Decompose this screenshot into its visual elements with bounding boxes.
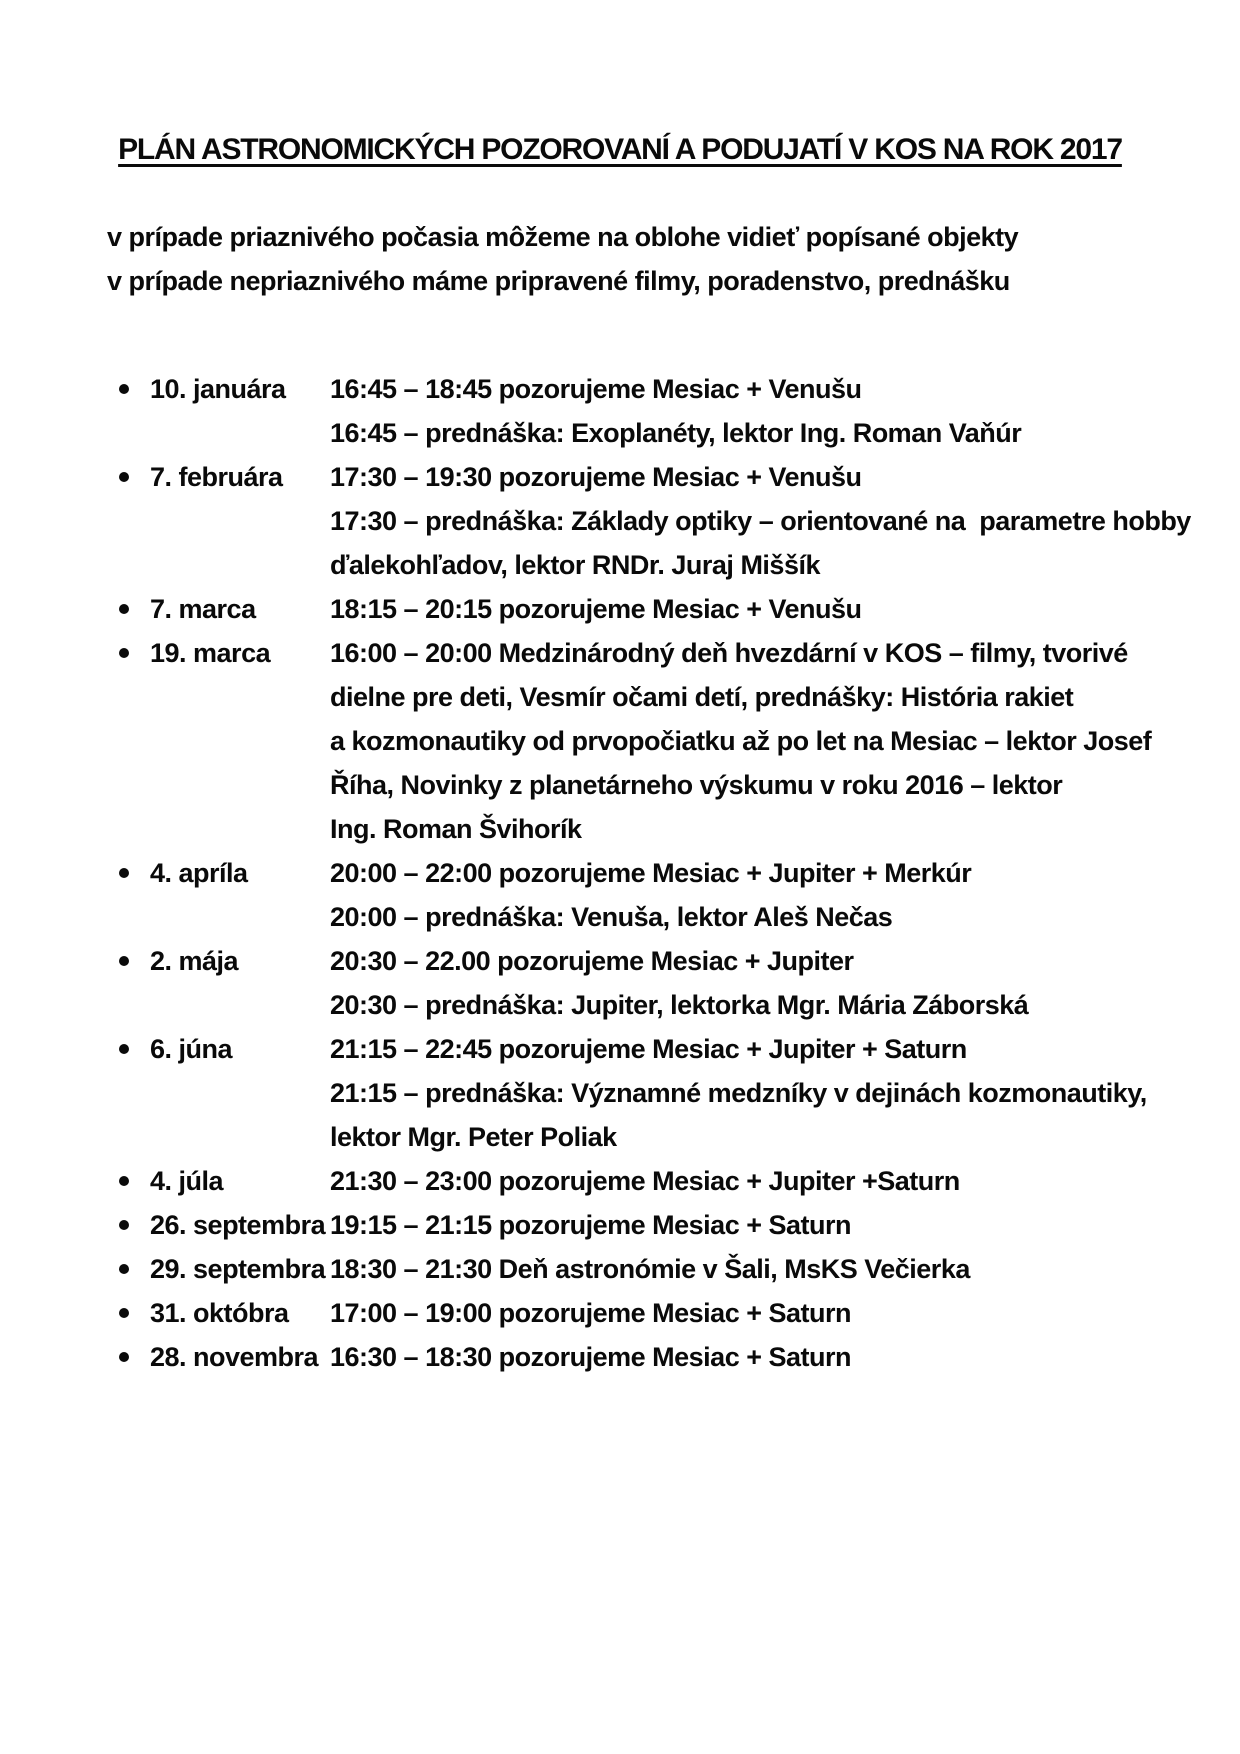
event-line: 20:00 – prednáška: Venuša, lektor Aleš Nečas [330,902,893,932]
bullet-marker [112,587,150,614]
bullet-marker [112,939,150,966]
event-date: 4. júla [150,1166,224,1196]
intro-line: v prípade nepriaznivého máme pripravené filmy, poradenstvo, prednášku [107,266,1010,296]
intro-paragraph [107,215,1180,303]
event-date: 4. apríla [150,858,248,888]
event-line: 20:30 – 22.00 pozorujeme Mesiac + Jupiter [330,946,854,976]
event-line: 16:45 – prednáška: Exoplanéty, lektor Ing. Roman Vaňúr [330,418,1022,448]
event-lines [330,851,1200,939]
bullet-marker [112,1159,150,1186]
event-line: 21:15 – 22:45 pozorujeme Mesiac + Jupiter + Saturn [330,1034,967,1064]
event-date: 7. februára [150,462,283,492]
event-lines [330,1027,1200,1159]
event-date: 2. mája [150,946,239,976]
bullet-marker [112,1027,150,1054]
event-lines [330,1247,1200,1291]
event-row [112,1291,1200,1335]
event-row [112,631,1200,851]
event-date: 31. októbra [150,1298,289,1328]
event-line: 18:15 – 20:15 pozorujeme Mesiac + Venušu [330,594,862,624]
event-line: 18:30 – 21:30 Deň astronómie v Šali, MsKS Večierka [330,1254,970,1284]
event-row [112,1335,1200,1379]
event-lines [330,367,1200,455]
event-lines [330,1335,1200,1379]
event-line: Říha, Novinky z planetárneho výskumu v roku 2016 – lektor [330,770,1063,800]
document-title [0,133,1240,167]
event-row [112,939,1200,1027]
event-date: 6. júna [150,1034,233,1064]
event-row [112,1027,1200,1159]
event-lines [330,1159,1200,1203]
event-line: 16:00 – 20:00 Medzinárodný deň hvezdární v KOS – filmy, tvorivé [330,638,1128,668]
event-lines [330,1291,1200,1335]
bullet-marker [112,1203,150,1230]
event-date: 26. septembra [150,1210,326,1240]
bullet-marker [112,367,150,394]
event-list [112,367,1200,1379]
document-title-text: PLÁN ASTRONOMICKÝCH POZOROVANÍ A PODUJATÍ V KOS NA ROK 2017 [118,133,1122,166]
event-line: 17:30 – 19:30 pozorujeme Mesiac + Venušu [330,462,862,492]
event-row [112,1203,1200,1247]
event-line: ďalekohľadov, lektor RNDr. Juraj Miššík [330,550,820,580]
event-line: 20:30 – prednáška: Jupiter, lektorka Mgr. Mária Záborská [330,990,1029,1020]
bullet-marker [112,1247,150,1274]
bullet-marker [112,1291,150,1318]
event-row [112,587,1200,631]
bullet-marker [112,1335,150,1362]
event-line: 16:45 – 18:45 pozorujeme Mesiac + Venušu [330,374,862,404]
event-lines [330,455,1200,587]
event-row [112,367,1200,455]
event-lines [330,631,1200,851]
event-line: dielne pre deti, Vesmír očami detí, prednášky: História rakiet [330,682,1074,712]
event-date: 29. septembra [150,1254,326,1284]
event-row [112,455,1200,587]
event-line: 17:30 – prednáška: Základy optiky – orientované na parametre hobby [330,506,1191,536]
bullet-marker [112,631,150,658]
event-line: 21:15 – prednáška: Významné medzníky v dejinách kozmonautiky, [330,1078,1147,1108]
event-row [112,851,1200,939]
event-date: 10. januára [150,374,286,404]
event-date: 19. marca [150,638,271,668]
event-date: 7. marca [150,594,256,624]
intro-line: v prípade priaznivého počasia môžeme na oblohe vidieť popísané objekty [107,222,1019,252]
event-line: 20:00 – 22:00 pozorujeme Mesiac + Jupiter + Merkúr [330,858,972,888]
event-line: a kozmonautiky od prvopočiatku až po let na Mesiac – lektor Josef [330,726,1152,756]
event-line: Ing. Roman Švihorík [330,814,582,844]
event-lines [330,587,1200,631]
event-line: 21:30 – 23:00 pozorujeme Mesiac + Jupiter +Saturn [330,1166,960,1196]
bullet-marker [112,455,150,482]
event-line: lektor Mgr. Peter Poliak [330,1122,617,1152]
event-line: 16:30 – 18:30 pozorujeme Mesiac + Saturn [330,1342,851,1372]
event-lines [330,1203,1200,1247]
bullet-marker [112,851,150,878]
event-row [112,1247,1200,1291]
event-line: 19:15 – 21:15 pozorujeme Mesiac + Saturn [330,1210,851,1240]
event-date: 28. novembra [150,1342,319,1372]
event-line: 17:00 – 19:00 pozorujeme Mesiac + Saturn [330,1298,851,1328]
event-lines [330,939,1200,1027]
event-row [112,1159,1200,1203]
